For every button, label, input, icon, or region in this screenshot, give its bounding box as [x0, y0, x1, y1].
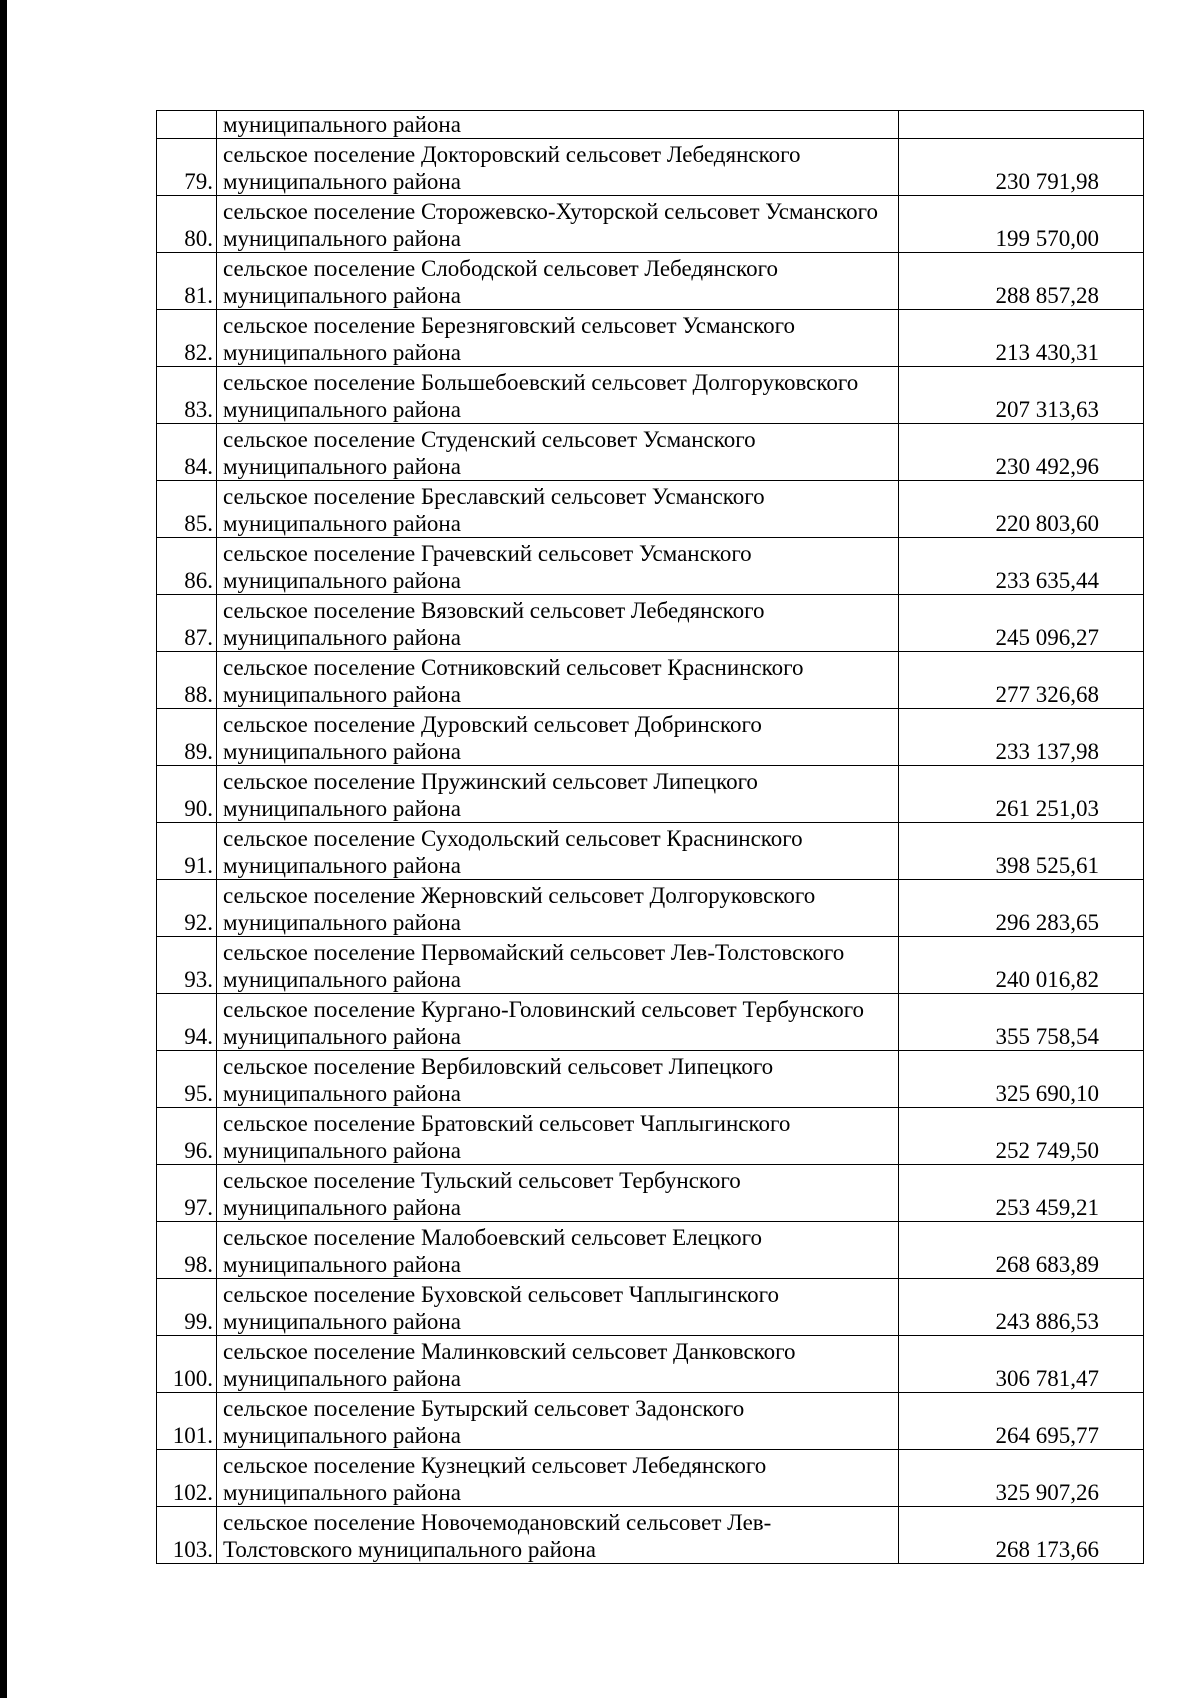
settlement-name: [217, 1279, 899, 1336]
settlement-name-line-1: сельское поселение Буховской сельсовет Чаплыгинского: [223, 1282, 780, 1307]
settlement-name-line-2: муниципального района: [223, 1480, 461, 1505]
settlement-name: [217, 1393, 899, 1450]
settlement-name: [217, 937, 899, 994]
settlement-name: [217, 139, 899, 196]
row-number: 90.: [157, 766, 217, 823]
settlement-name: [217, 1051, 899, 1108]
settlement-name-line-2: муниципального района: [223, 454, 461, 479]
table-row: [157, 937, 1144, 994]
settlement-name-line-1: сельское поселение Малинковский сельсовет Данковского: [223, 1339, 796, 1364]
settlement-name-line-1: сельское поселение Бутырский сельсовет Задонского: [223, 1396, 745, 1421]
row-number: 102.: [157, 1450, 217, 1507]
settlement-name-line-1: сельское поселение Вязовский сельсовет Лебедянского: [223, 598, 765, 623]
row-number: 91.: [157, 823, 217, 880]
row-number: 86.: [157, 538, 217, 595]
amount: 220 803,60: [899, 481, 1144, 538]
settlement-name-line-1: сельское поселение Березняговский сельсовет Усманского: [223, 313, 796, 338]
settlement-name-line-1: сельское поселение Докторовский сельсовет Лебедянского: [223, 142, 801, 167]
row-number: 81.: [157, 253, 217, 310]
amount: 398 525,61: [899, 823, 1144, 880]
table-row: [157, 538, 1144, 595]
table-row: [157, 1450, 1144, 1507]
amount: 355 758,54: [899, 994, 1144, 1051]
settlement-name-line-2: муниципального района: [223, 340, 461, 365]
settlement-name-line-2: муниципального района: [223, 1309, 461, 1334]
amount: 207 313,63: [899, 367, 1144, 424]
row-number: 80.: [157, 196, 217, 253]
table-row: [157, 766, 1144, 823]
row-number: 95.: [157, 1051, 217, 1108]
table-row: [157, 367, 1144, 424]
table-body: [157, 111, 1144, 1564]
settlement-name-line-2: муниципального района: [223, 511, 461, 536]
amount: 296 283,65: [899, 880, 1144, 937]
settlement-name-line-1: сельское поселение Братовский сельсовет Чаплыгинского: [223, 1111, 791, 1136]
settlement-name-line-2: муниципального района: [223, 1366, 461, 1391]
amount: 306 781,47: [899, 1336, 1144, 1393]
row-number: 92.: [157, 880, 217, 937]
settlements-table: [156, 110, 1144, 1564]
settlement-name-line-2: муниципального района: [223, 1252, 461, 1277]
row-number: 82.: [157, 310, 217, 367]
amount: [899, 111, 1144, 139]
amount: 233 137,98: [899, 709, 1144, 766]
settlement-name: [217, 1165, 899, 1222]
amount: 288 857,28: [899, 253, 1144, 310]
table-row: [157, 994, 1144, 1051]
settlement-name-line-2: муниципального района: [223, 1024, 461, 1049]
table-row: [157, 880, 1144, 937]
amount: 230 492,96: [899, 424, 1144, 481]
row-number: 79.: [157, 139, 217, 196]
table-row: [157, 595, 1144, 652]
settlement-name-line-2: муниципального района: [223, 1195, 461, 1220]
settlement-name-line-1: сельское поселение Дуровский сельсовет Добринского: [223, 712, 762, 737]
amount: 264 695,77: [899, 1393, 1144, 1450]
amount: 199 570,00: [899, 196, 1144, 253]
settlement-name: [217, 823, 899, 880]
settlement-name-line-2: муниципального района: [223, 283, 461, 308]
table-row: [157, 1222, 1144, 1279]
row-number: 87.: [157, 595, 217, 652]
amount: 325 907,26: [899, 1450, 1144, 1507]
settlement-name-line-1: сельское поселение Сотниковский сельсовет Краснинского: [223, 655, 804, 680]
amount: 240 016,82: [899, 937, 1144, 994]
settlement-name-line-2: муниципального района: [223, 397, 461, 422]
settlement-name: [217, 709, 899, 766]
table-row: [157, 253, 1144, 310]
settlement-name: [217, 196, 899, 253]
amount: 245 096,27: [899, 595, 1144, 652]
settlement-name-line-2: муниципального района: [223, 226, 461, 251]
amount: 233 635,44: [899, 538, 1144, 595]
table-row: [157, 1279, 1144, 1336]
row-number: 89.: [157, 709, 217, 766]
row-number: 103.: [157, 1507, 217, 1564]
settlement-name-line-1: сельское поселение Большебоевский сельсовет Долгоруковского: [223, 370, 859, 395]
settlement-name: [217, 1507, 899, 1564]
settlement-name: [217, 994, 899, 1051]
settlement-name-line-2: муниципального района: [223, 910, 461, 935]
settlement-name: [217, 1108, 899, 1165]
settlement-name: [217, 652, 899, 709]
settlement-name-line-2: муниципального района: [223, 739, 461, 764]
settlement-name-line-1: сельское поселение Сторожевско-Хуторской сельсовет Усманского: [223, 199, 879, 224]
settlement-name: [217, 253, 899, 310]
settlement-name-line-2: муниципального района: [223, 1081, 461, 1106]
settlement-name: [217, 1450, 899, 1507]
settlement-name: [217, 1222, 899, 1279]
row-number: 98.: [157, 1222, 217, 1279]
settlement-name-line-1: сельское поселение Новочемодановский сельсовет Лев-: [223, 1510, 772, 1535]
settlement-name-line-2: муниципального района: [223, 1423, 461, 1448]
row-number: 94.: [157, 994, 217, 1051]
settlement-name: муниципального района: [217, 111, 899, 139]
amount: 253 459,21: [899, 1165, 1144, 1222]
row-number: 83.: [157, 367, 217, 424]
amount: 261 251,03: [899, 766, 1144, 823]
settlement-name: [217, 424, 899, 481]
table-row: [157, 652, 1144, 709]
amount: 213 430,31: [899, 310, 1144, 367]
amount: 252 749,50: [899, 1108, 1144, 1165]
settlement-name-line-2: муниципального района: [223, 625, 461, 650]
settlement-name-line-1: сельское поселение Кузнецкий сельсовет Лебедянского: [223, 1453, 767, 1478]
table-row: [157, 424, 1144, 481]
row-number: 93.: [157, 937, 217, 994]
table-row: [157, 823, 1144, 880]
settlement-name-line-2: муниципального района: [223, 967, 461, 992]
settlement-name-line-2: муниципального района: [223, 1138, 461, 1163]
settlement-name-line-1: сельское поселение Малобоевский сельсовет Елецкого: [223, 1225, 762, 1250]
amount: 268 173,66: [899, 1507, 1144, 1564]
table-row: [157, 310, 1144, 367]
settlement-name: [217, 1336, 899, 1393]
table-row: [157, 196, 1144, 253]
settlement-name: [217, 595, 899, 652]
table-row: [157, 709, 1144, 766]
table-row: [157, 139, 1144, 196]
amount: 268 683,89: [899, 1222, 1144, 1279]
settlement-name-line-1: сельское поселение Кургано-Головинский сельсовет Тербунского: [223, 997, 865, 1022]
amount: 230 791,98: [899, 139, 1144, 196]
settlement-name-line-1: сельское поселение Жерновский сельсовет Долгоруковского: [223, 883, 816, 908]
settlement-name-line-1: сельское поселение Суходольский сельсовет Краснинского: [223, 826, 803, 851]
settlement-name: [217, 367, 899, 424]
settlement-name-line-1: сельское поселение Первомайский сельсовет Лев-Толстовского: [223, 940, 845, 965]
settlement-name-line-1: сельское поселение Пружинский сельсовет Липецкого: [223, 769, 758, 794]
table-row: [157, 1165, 1144, 1222]
settlement-name-line-1: сельское поселение Бреславский сельсовет Усманского: [223, 484, 765, 509]
settlement-name: [217, 538, 899, 595]
table-row: [157, 1336, 1144, 1393]
table-row: [157, 1108, 1144, 1165]
settlement-name: [217, 880, 899, 937]
amount: 277 326,68: [899, 652, 1144, 709]
settlement-name-line-2: муниципального района: [223, 682, 461, 707]
row-number: 85.: [157, 481, 217, 538]
settlement-name-line-1: сельское поселение Студенский сельсовет Усманского: [223, 427, 756, 452]
row-number: 84.: [157, 424, 217, 481]
row-number: [157, 111, 217, 139]
settlement-name-line-2: муниципального района: [223, 568, 461, 593]
table-row: [157, 481, 1144, 538]
settlement-name-line-2: муниципального района: [223, 796, 461, 821]
row-number: 88.: [157, 652, 217, 709]
settlement-name: [217, 481, 899, 538]
scan-edge: [0, 0, 7, 1698]
settlement-name-line-1: сельское поселение Слободской сельсовет Лебедянского: [223, 256, 779, 281]
settlement-name: [217, 766, 899, 823]
settlement-name-line-2: муниципального района: [223, 853, 461, 878]
settlement-name-line-1: сельское поселение Вербиловский сельсовет Липецкого: [223, 1054, 774, 1079]
table-row: [157, 1051, 1144, 1108]
table-row-continuation: [157, 111, 1144, 139]
amount: 325 690,10: [899, 1051, 1144, 1108]
settlement-name: [217, 310, 899, 367]
row-number: 101.: [157, 1393, 217, 1450]
row-number: 96.: [157, 1108, 217, 1165]
row-number: 97.: [157, 1165, 217, 1222]
row-number: 99.: [157, 1279, 217, 1336]
settlement-name-line-2: Толстовского муниципального района: [223, 1537, 596, 1562]
settlement-name-line-1: сельское поселение Грачевский сельсовет Усманского: [223, 541, 752, 566]
row-number: 100.: [157, 1336, 217, 1393]
amount: 243 886,53: [899, 1279, 1144, 1336]
table-row: [157, 1507, 1144, 1564]
table-row: [157, 1393, 1144, 1450]
settlement-name-line-1: сельское поселение Тульский сельсовет Тербунского: [223, 1168, 741, 1193]
settlement-name-line-2: муниципального района: [223, 169, 461, 194]
